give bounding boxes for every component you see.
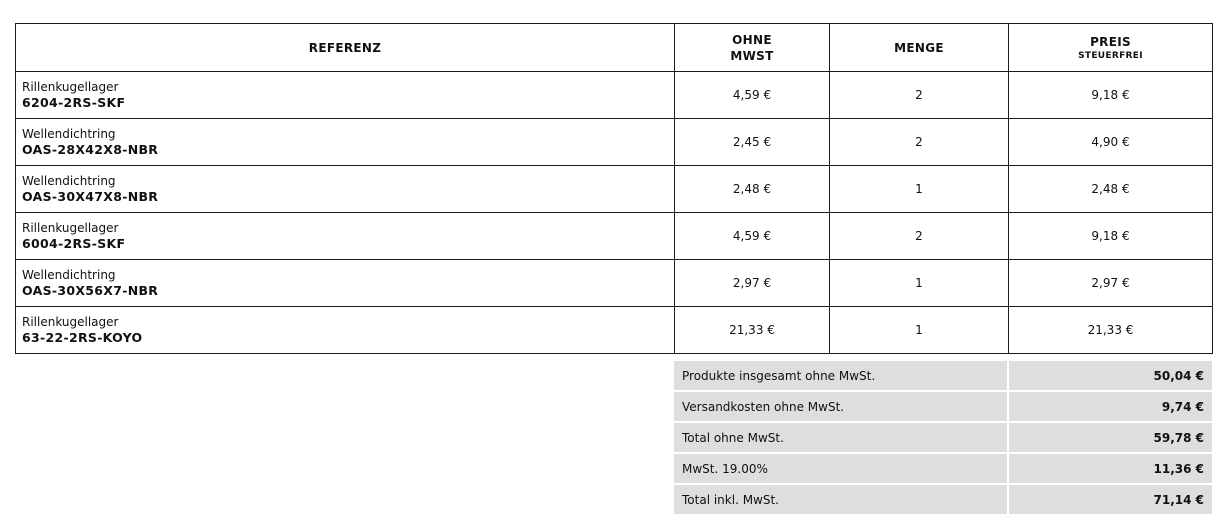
totals-value: 9,74 € — [1009, 392, 1212, 421]
header-net-line2: MWST — [730, 48, 774, 63]
item-quantity: 1 — [830, 166, 1009, 213]
totals-row — [674, 361, 1212, 390]
item-total-price: 2,97 € — [1009, 260, 1213, 307]
item-code: 6204-2RS-SKF — [22, 95, 126, 110]
totals-row — [674, 485, 1212, 514]
table-row — [16, 166, 1213, 213]
item-total-price: 21,33 € — [1009, 307, 1213, 354]
item-code: 63-22-2RS-KOYO — [22, 330, 143, 345]
totals-label: Total inkl. MwSt. — [674, 485, 1007, 514]
item-quantity: 2 — [830, 119, 1009, 166]
header-total-line1: PREIS — [1090, 34, 1131, 49]
item-name: Wellendichtring — [22, 127, 116, 141]
header-net-price — [675, 24, 830, 72]
table-row — [16, 260, 1213, 307]
item-net-price: 2,48 € — [675, 166, 830, 213]
item-quantity: 2 — [830, 72, 1009, 119]
item-code: 6004-2RS-SKF — [22, 236, 126, 251]
item-reference-cell — [16, 213, 675, 260]
totals-label: Produkte insgesamt ohne MwSt. — [674, 361, 1007, 390]
item-reference-cell — [16, 260, 675, 307]
table-row — [16, 307, 1213, 354]
totals-label: MwSt. 19.00% — [674, 454, 1007, 483]
item-total-price: 9,18 € — [1009, 213, 1213, 260]
totals-label: Versandkosten ohne MwSt. — [674, 392, 1007, 421]
order-items-table — [15, 23, 1213, 354]
item-name: Rillenkugellager — [22, 315, 119, 329]
item-total-price: 2,48 € — [1009, 166, 1213, 213]
totals-row — [674, 423, 1212, 452]
item-name: Wellendichtring — [22, 174, 116, 188]
item-total-price: 4,90 € — [1009, 119, 1213, 166]
item-reference-cell — [16, 119, 675, 166]
header-net-line1: OHNE — [732, 32, 772, 47]
item-net-price: 2,97 € — [675, 260, 830, 307]
table-row — [16, 213, 1213, 260]
table-header-row — [16, 24, 1213, 72]
item-code: OAS-30X56X7-NBR — [22, 283, 159, 298]
table-row — [16, 72, 1213, 119]
item-reference-cell — [16, 166, 675, 213]
item-code: OAS-30X47X8-NBR — [22, 189, 159, 204]
item-total-price: 9,18 € — [1009, 72, 1213, 119]
item-reference-cell — [16, 72, 675, 119]
header-quantity — [830, 24, 1009, 72]
totals-label: Total ohne MwSt. — [674, 423, 1007, 452]
item-net-price: 21,33 € — [675, 307, 830, 354]
totals-value: 50,04 € — [1009, 361, 1212, 390]
header-quantity-label: MENGE — [894, 40, 944, 55]
order-totals — [674, 361, 1212, 516]
totals-value: 11,36 € — [1009, 454, 1212, 483]
header-reference — [16, 24, 675, 72]
item-net-price: 4,59 € — [675, 72, 830, 119]
header-reference-label: REFERENZ — [308, 40, 382, 55]
header-total-line2: STEUERFREI — [1078, 50, 1143, 61]
header-total-price — [1009, 24, 1213, 72]
totals-value: 59,78 € — [1009, 423, 1212, 452]
item-name: Rillenkugellager — [22, 80, 119, 94]
item-name: Rillenkugellager — [22, 221, 119, 235]
item-reference-cell — [16, 307, 675, 354]
totals-value: 71,14 € — [1009, 485, 1212, 514]
item-quantity: 1 — [830, 307, 1009, 354]
item-net-price: 2,45 € — [675, 119, 830, 166]
item-code: OAS-28X42X8-NBR — [22, 142, 159, 157]
totals-row — [674, 454, 1212, 483]
totals-row — [674, 392, 1212, 421]
item-quantity: 1 — [830, 260, 1009, 307]
item-name: Wellendichtring — [22, 268, 116, 282]
table-row — [16, 119, 1213, 166]
item-net-price: 4,59 € — [675, 213, 830, 260]
item-quantity: 2 — [830, 213, 1009, 260]
